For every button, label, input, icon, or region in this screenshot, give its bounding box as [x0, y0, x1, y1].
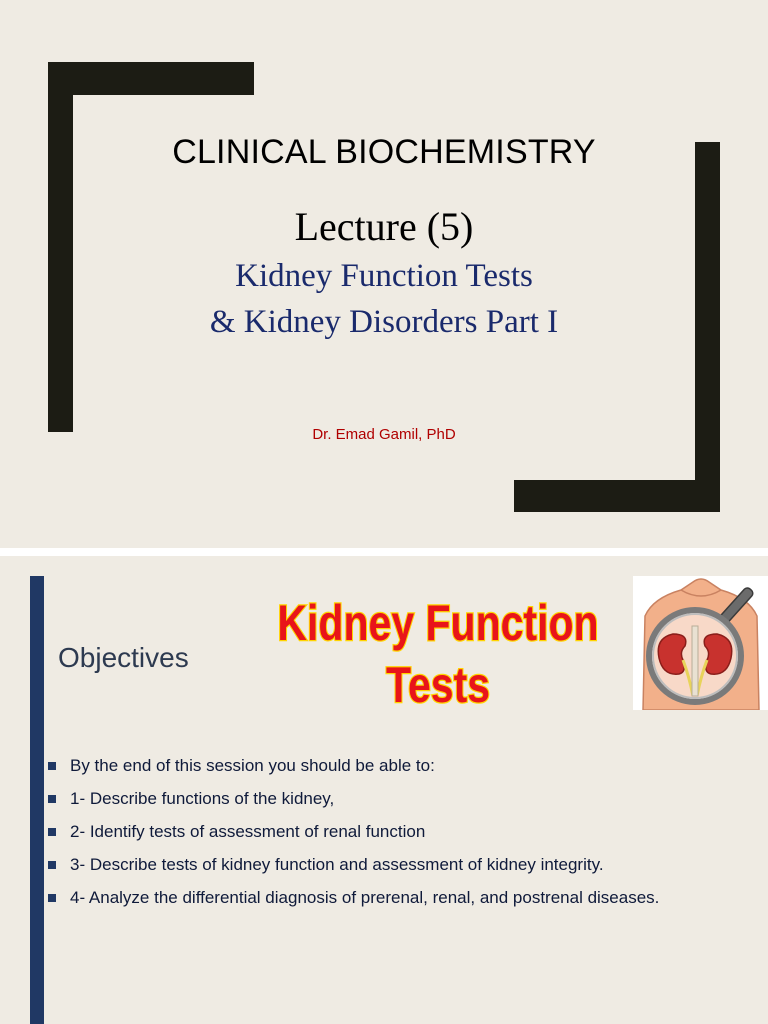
list-item: 1- Describe functions of the kidney,	[44, 787, 744, 811]
objectives-slide	[0, 556, 768, 1024]
bullet-square-icon	[48, 828, 56, 836]
lecture-number: Lecture (5)	[294, 204, 474, 249]
graphic-title-line-2: Tests	[385, 657, 491, 713]
bullet-square-icon	[48, 762, 56, 770]
accent-bar	[30, 576, 44, 1024]
list-item: By the end of this session you should be able to:	[44, 754, 744, 778]
list-item: 3- Describe tests of kidney function and assessment of kidney integrity.	[44, 853, 744, 877]
frame-bar-top-left-horizontal	[48, 62, 254, 95]
bullet-square-icon	[48, 894, 56, 902]
graphic-title-line-1: Kidney Function	[277, 595, 599, 651]
author-name: Dr. Emad Gamil, PhD	[312, 426, 456, 443]
subtitle-line-1: Kidney Function Tests	[235, 258, 533, 294]
subtitle-line-2: & Kidney Disorders Part I	[209, 304, 559, 340]
course-title: CLINICAL BIOCHEMISTRY	[172, 133, 596, 171]
kidney-magnifier-icon	[633, 576, 768, 710]
frame-bar-bottom-right-horizontal	[514, 480, 720, 512]
bullet-square-icon	[48, 795, 56, 803]
list-item: 2- Identify tests of assessment of renal function	[44, 820, 744, 844]
objectives-heading: Objectives	[58, 642, 189, 673]
list-item: 4- Analyze the differential diagnosis of prerenal, renal, and postrenal diseases.	[44, 886, 744, 910]
objectives-list	[44, 754, 744, 919]
kidney-function-tests-graphic	[238, 578, 638, 728]
bullet-square-icon	[48, 861, 56, 869]
